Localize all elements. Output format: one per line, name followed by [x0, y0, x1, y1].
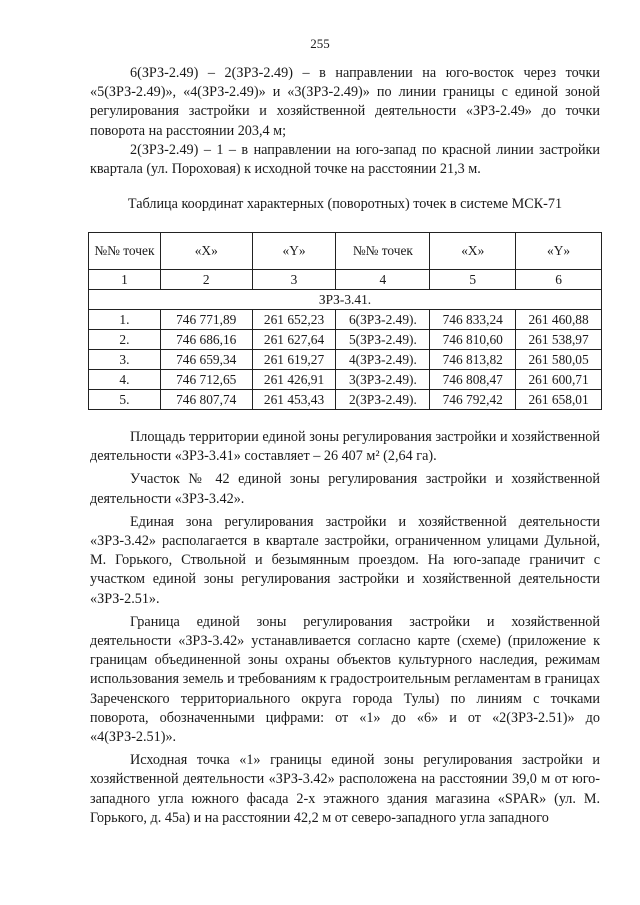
- table-cell: 261 600,71: [516, 370, 602, 390]
- header-cell: «X»: [430, 233, 516, 270]
- coordinates-table: [88, 232, 602, 410]
- column-number-cell: 1: [89, 270, 161, 290]
- table-row: [89, 350, 602, 370]
- column-number-cell: 4: [336, 270, 430, 290]
- paragraph: Граница единой зоны регулирования застройки и хозяйственной деятельности «ЗРЗ-3.42» устанавливается согласно карте (схеме) (приложение к границам объединенной зоны охраны объектов культурного наследия, режимам использования земель и требованиям к градостроительным регламентам в границах Зареченского территориального округа города Тулы) по линиям с точками поворота, обозначенными цифрами: от «1» до «6» и от «2(ЗРЗ-2.51)» до «4(ЗРЗ-2.51)».: [90, 613, 600, 746]
- table-cell: 4(ЗРЗ-2.49).: [336, 350, 430, 370]
- table-cell: 746 810,60: [430, 330, 516, 350]
- table-cell: 746 808,47: [430, 370, 516, 390]
- table-cell: 746 833,24: [430, 310, 516, 330]
- table-cell: 261 619,27: [252, 350, 336, 370]
- table-row: [89, 370, 602, 390]
- table-cell: 261 652,23: [252, 310, 336, 330]
- paragraph: 6(ЗРЗ-2.49) – 2(ЗРЗ-2.49) – в направлении на юго-восток через точки «5(ЗРЗ-2.49)», «4(ЗРЗ-2.49)» и «3(ЗРЗ-2.49)» по линии границы с единой зоной регулирования застройки и хозяйственной деятельности «ЗРЗ-2.49» до точки поворота на расстоянии 203,4 м;: [90, 65, 600, 139]
- table-title: Таблица координат характерных (поворотных) точек в системе МСК-71: [127, 196, 563, 212]
- table-row: [89, 390, 602, 410]
- header-cell: №№ точек: [89, 233, 161, 270]
- header-cell: №№ точек: [336, 233, 430, 270]
- column-number-cell: 6: [516, 270, 602, 290]
- paragraph: 2(ЗРЗ-2.49) – 1 – в направлении на юго-запад по красной линии застройки квартала (ул. Пороховая) к исходной точке на расстоянии 21,3 м.: [90, 141, 600, 178]
- zone-label: ЗРЗ-3.41.: [89, 290, 602, 310]
- table-cell: 5(ЗРЗ-2.49).: [336, 330, 430, 350]
- table-cell: 746 792,42: [430, 390, 516, 410]
- table-cell: 261 658,01: [516, 390, 602, 410]
- table-cell: 746 686,16: [160, 330, 252, 350]
- table-cell: 6(ЗРЗ-2.49).: [336, 310, 430, 330]
- table-cell: 3(ЗРЗ-2.49).: [336, 370, 430, 390]
- table-cell: 746 807,74: [160, 390, 252, 410]
- column-number-row: [89, 270, 602, 290]
- table-cell: 5.: [89, 390, 161, 410]
- table-cell: 261 453,43: [252, 390, 336, 410]
- paragraph: Площадь территории единой зоны регулирования застройки и хозяйственной деятельности «ЗРЗ-3.41» составляет – 26 407 м² (2,64 га).: [90, 429, 600, 465]
- table-row: [89, 330, 602, 350]
- page-number: 255: [310, 36, 330, 51]
- paragraph: Исходная точка «1» границы единой зоны регулирования застройки и хозяйственной деятельности «ЗРЗ-3.42» расположена на расстоянии 39,0 м от юго-западного угла южного фасада 2-х этажного здания магазина «SPAR» (ул. М. Горького, д. 45а) и на расстоянии 42,2 м от северо-западного угла западного: [90, 752, 600, 826]
- table-cell: 2.: [89, 330, 161, 350]
- header-cell: «Y»: [516, 233, 602, 270]
- table-row: [89, 310, 602, 330]
- table-cell: 1.: [89, 310, 161, 330]
- bottom-text-block: [90, 428, 600, 828]
- table-cell: 746 712,65: [160, 370, 252, 390]
- table-cell: 261 580,05: [516, 350, 602, 370]
- table-header-row: [89, 233, 602, 270]
- paragraph: Единая зона регулирования застройки и хозяйственной деятельности «ЗРЗ-3.42» располагается в квартале застройки, ограниченном улицами Дульной, М. Горького, Ствольной и безымянным проездом. На юго-западе граничит с участком единой зоны регулирования застройки и хозяйственной деятельности «ЗРЗ-2.51».: [90, 513, 600, 607]
- paragraph: Участок № 42 единой зоны регулирования застройки и хозяйственной деятельности «ЗРЗ-3.42».: [90, 471, 600, 507]
- column-number-cell: 2: [160, 270, 252, 290]
- table-cell: 746 813,82: [430, 350, 516, 370]
- column-number-cell: 5: [430, 270, 516, 290]
- header-cell: «Y»: [252, 233, 336, 270]
- column-number-cell: 3: [252, 270, 336, 290]
- header-cell: «X»: [160, 233, 252, 270]
- table-cell: 261 426,91: [252, 370, 336, 390]
- table-cell: 261 627,64: [252, 330, 336, 350]
- table-cell: 4.: [89, 370, 161, 390]
- table-cell: 261 538,97: [516, 330, 602, 350]
- zone-label-row: [89, 290, 602, 310]
- table-cell: 2(ЗРЗ-2.49).: [336, 390, 430, 410]
- table-cell: 3.: [89, 350, 161, 370]
- table-cell: 261 460,88: [516, 310, 602, 330]
- top-text-block: [90, 64, 600, 179]
- table-cell: 746 659,34: [160, 350, 252, 370]
- table-cell: 746 771,89: [160, 310, 252, 330]
